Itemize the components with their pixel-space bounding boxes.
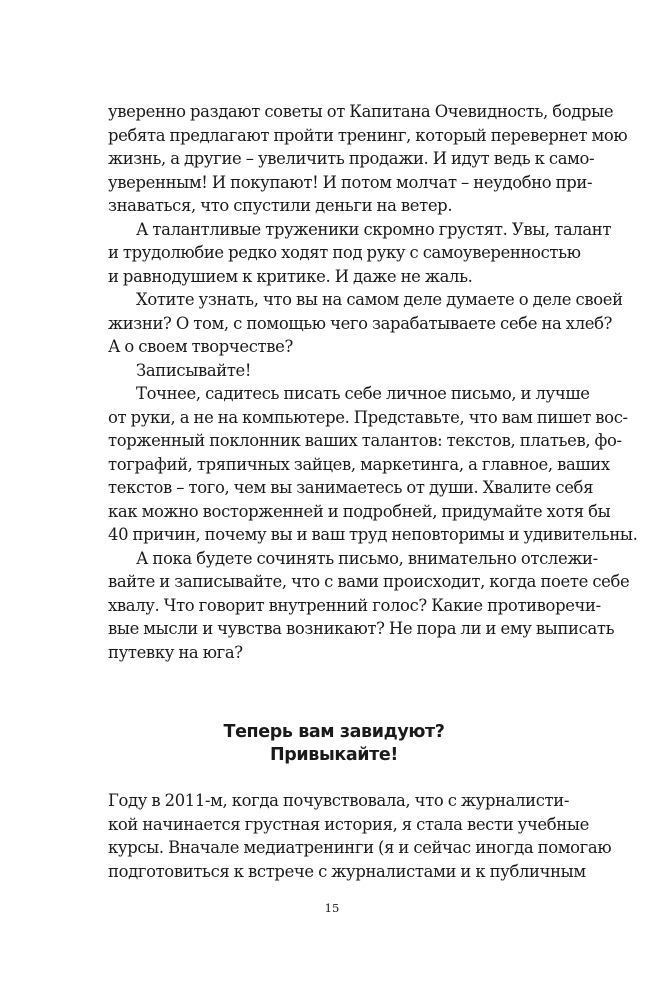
text-line: вые мысли и чувства возникают? Не пора ли и ему выписать xyxy=(108,619,615,638)
text-line: текстов – того, чем вы занимаетесь от души. Хвалите себя xyxy=(108,478,594,497)
text-line: 40 причин, почему вы и ваш труд неповторимы и удивительны. xyxy=(108,525,638,544)
section-heading-line-1: Теперь вам завидуют? xyxy=(223,722,445,742)
text-line: Хотите узнать, что вы на самом деле думаете о деле своей xyxy=(136,290,623,309)
text-line: кой начинается грустная история, я стала вести учебные xyxy=(108,814,589,834)
text-line: Записывайте! xyxy=(136,360,252,380)
text-line: Точнее, садитесь писать себе личное письмо, и лучше xyxy=(136,384,590,403)
text-line: уверенным! И покупают! И потом молчат – неудобно при- xyxy=(108,172,593,192)
text-line: курсы. Вначале медиатренинги (я и сейчас иногда помогаю xyxy=(108,838,612,857)
text-line: торженный поклонник ваших талантов: текстов, платьев, фо- xyxy=(108,431,622,450)
text-line: жизнь, а другие – увеличить продажи. И идут ведь к само- xyxy=(108,149,595,168)
text-line: А талантливые труженики скромно грустят. Увы, талант xyxy=(136,219,612,239)
text-line: хвалу. Что говорит внутренний голос? Какие противоречи- xyxy=(108,595,601,615)
page-number: 15 xyxy=(324,901,340,915)
text-line: тографий, тряпичных зайцев, маркетинга, а главное, ваших xyxy=(108,454,610,474)
text-line: подготовиться к встрече с журналистами и к публичным xyxy=(108,861,586,881)
text-line: ребята предлагают пройти тренинг, который перевернет мою xyxy=(108,125,628,145)
text-line: путевку на юга? xyxy=(108,642,243,662)
section-body-text xyxy=(108,789,612,883)
text-line: знаваться, что спустили деньги на ветер. xyxy=(108,196,453,215)
text-line: вайте и записывайте, что с вами происходит, когда поете себе xyxy=(108,572,630,591)
text-line: как можно восторженней и подробней, придумайте хотя бы xyxy=(108,501,611,521)
body-text xyxy=(108,100,638,664)
text-line: от руки, а не на компьютере. Представьте, что вам пишет вос- xyxy=(108,407,628,427)
text-line: уверенно раздают советы от Капитана Очевидность, бодрые xyxy=(108,102,614,121)
text-line: и равнодушием к критике. И даже не жаль. xyxy=(108,266,473,286)
text-line: и трудолюбие редко ходят под руку с самоуверенностью xyxy=(108,243,581,262)
text-line: А о своем творчестве? xyxy=(108,337,293,356)
text-line: А пока будете сочинять письмо, внимательно отслежи- xyxy=(136,548,598,568)
section-heading xyxy=(108,721,560,767)
text-line: Году в 2011-м, когда почувствовала, что с журналисти- xyxy=(108,791,570,810)
text-line: жизни? О том, с помощью чего зарабатываете себе на хлеб? xyxy=(108,313,613,333)
section-heading-line-2: Привыкайте! xyxy=(270,745,398,765)
